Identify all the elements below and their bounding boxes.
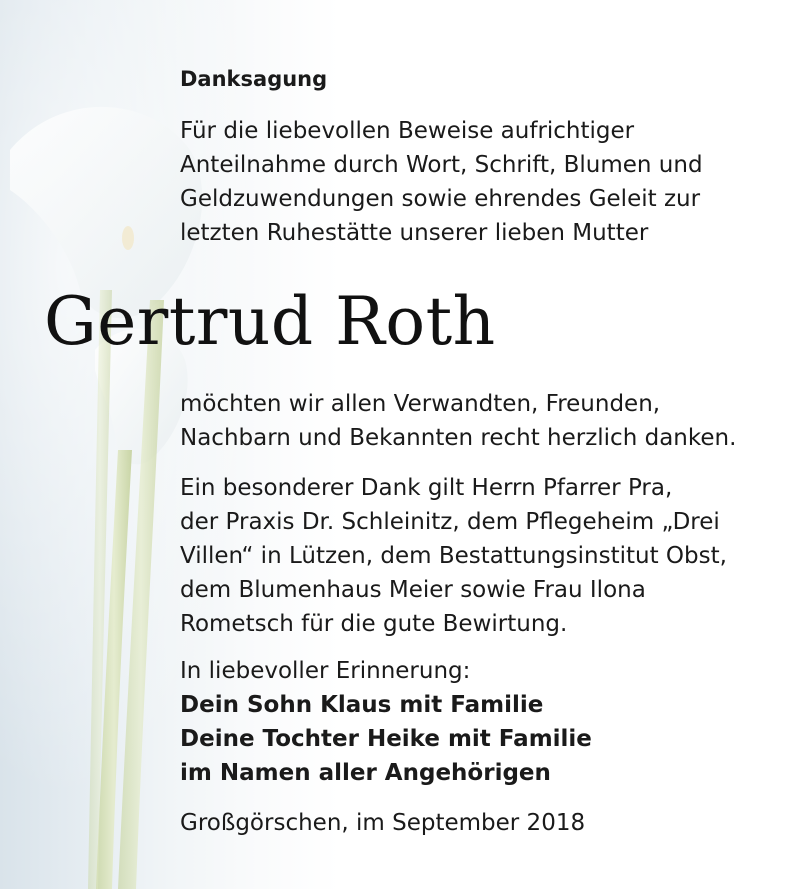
signatory: Dein Sohn Klaus mit Familie (180, 692, 544, 718)
special-thanks-line: Rometsch für die gute Bewirtung. (180, 611, 568, 637)
thanks-line: Nachbarn und Bekannten recht herzlich danken. (180, 425, 737, 451)
heading: Danksagung (180, 67, 328, 91)
signatory: Deine Tochter Heike mit Familie (180, 726, 592, 752)
special-thanks-line: dem Blumenhaus Meier sowie Frau Ilona (180, 577, 646, 603)
signatory: im Namen aller Angehörigen (180, 760, 551, 786)
special-thanks-line: Ein besonderer Dank gilt Herrn Pfarrer Pra, (180, 475, 673, 501)
intro-line: Geldzuwendungen sowie ehrendes Geleit zur (180, 186, 701, 212)
special-thanks-line: der Praxis Dr. Schleinitz, dem Pflegeheim „Drei (180, 509, 720, 535)
remembrance-label: In liebevoller Erinnerung: (180, 658, 471, 684)
intro-line: Anteilnahme durch Wort, Schrift, Blumen und (180, 152, 703, 178)
intro-line: Für die liebevollen Beweise aufrichtiger (180, 118, 635, 144)
intro-line: letzten Ruhestätte unserer lieben Mutter (180, 220, 649, 246)
deceased-name: Gertrud Roth (44, 283, 496, 360)
place-date: Großgörschen, im September 2018 (180, 810, 586, 836)
thanks-line: möchten wir allen Verwandten, Freunden, (180, 391, 661, 417)
special-thanks-line: Villen“ in Lützen, dem Bestattungsinstitut Obst, (180, 543, 727, 569)
